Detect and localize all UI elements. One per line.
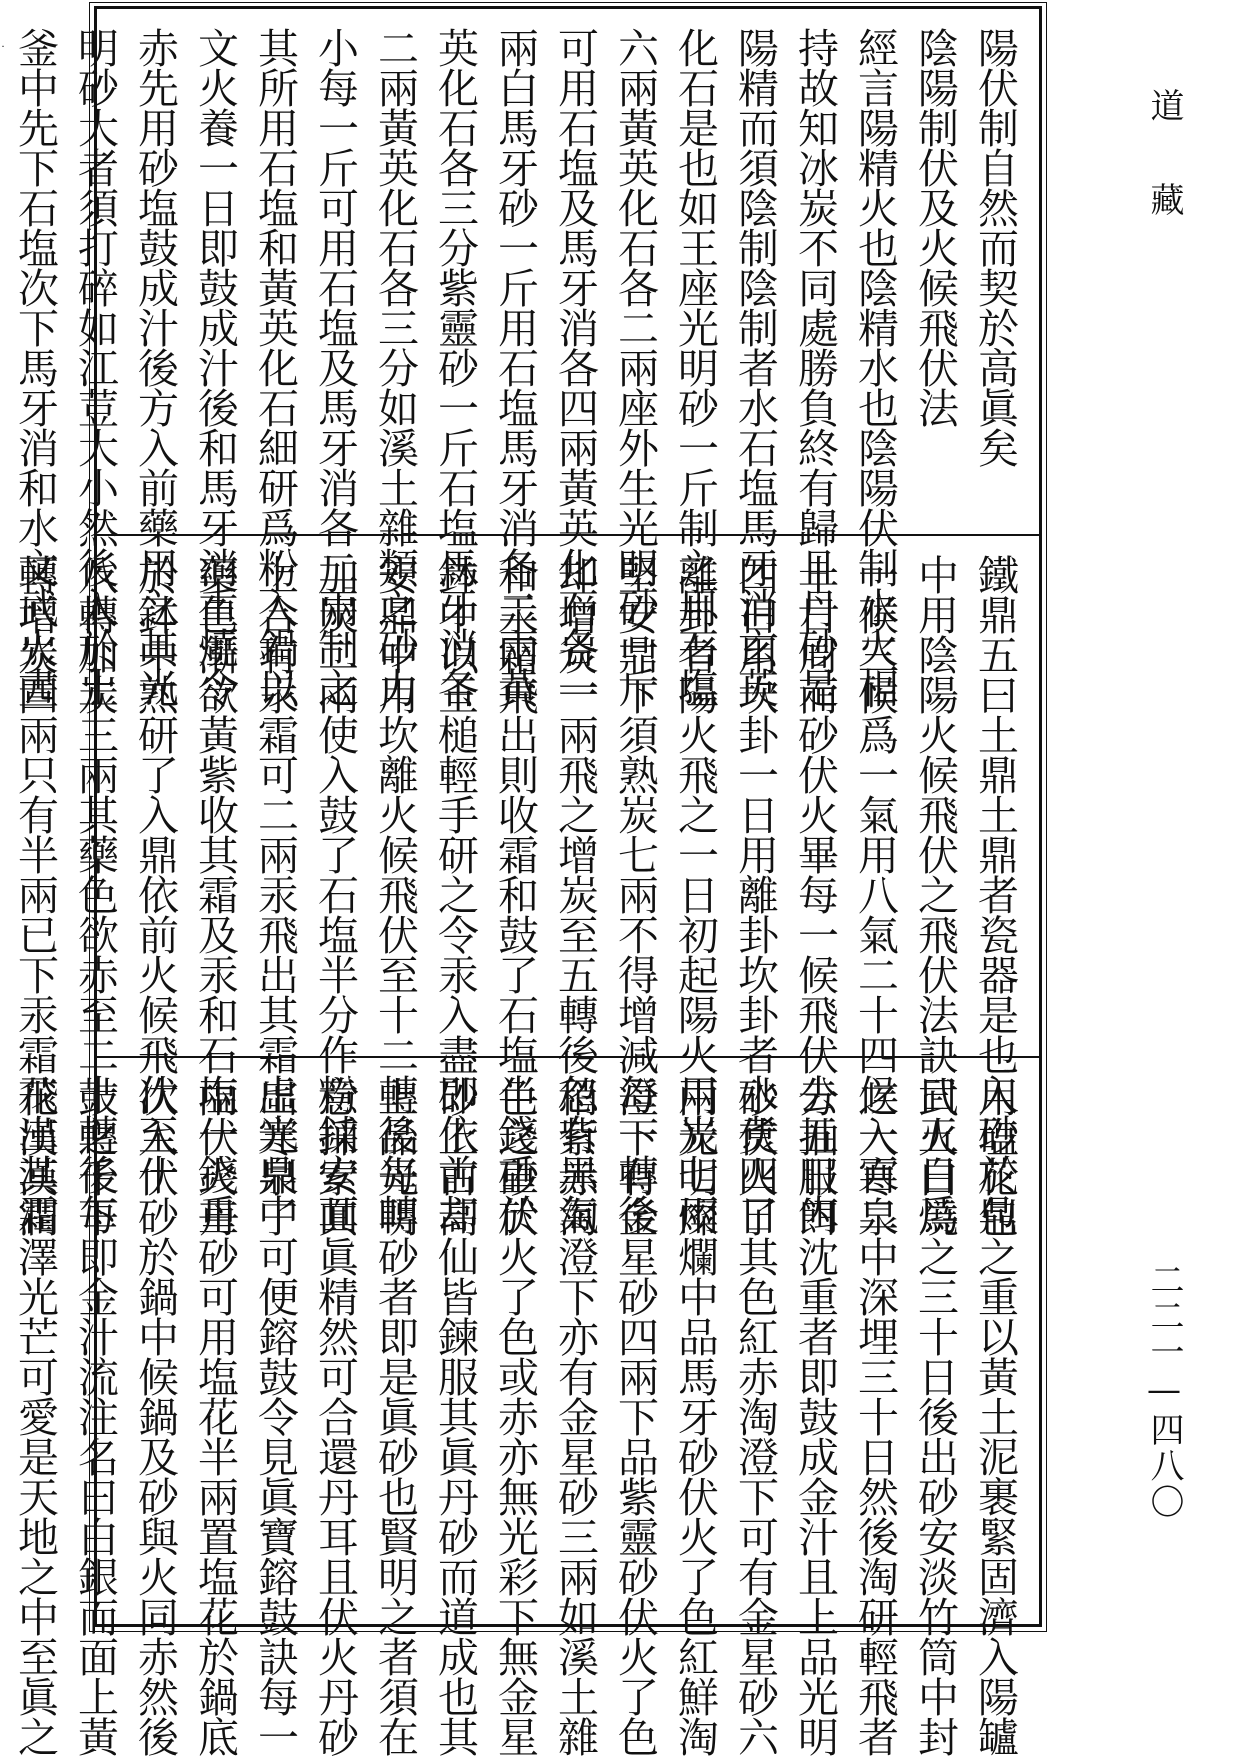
text-column: 中用陰陽火候飛伏之飛伏法訣曰五日爲 (911, 554, 959, 1234)
text-column: 分抽服餌沈重者即鼓成金汁且上品光明 (791, 1076, 839, 1756)
page-frame (11, 6, 1042, 1756)
text-column: 上品光明砂者即是眞砂也賢明之者須在 (371, 1076, 419, 1756)
text-column: 出寒泉了可便鎔鼓令見眞寶鎔鼓訣每一 (251, 1076, 299, 1756)
text-column: 英化石各三分紫靈砂一斤石塩馬牙消各 (431, 27, 479, 707)
text-column: 色之砂伏火了色或赤亦無光彩下無金星 (491, 1076, 539, 1756)
text-panel-lower (11, 1058, 1039, 1756)
text-column: 安鼎中用坎離火候飛伏至十二轉後每轉 (371, 554, 419, 1234)
column-group (11, 1076, 1025, 1756)
text-column: 兩伏火丹砂可用塩花半兩置塩花於鍋底 (191, 1076, 239, 1756)
text-column: 加炭二兩使入鼓了石塩半分作粉鋪安面 (311, 554, 359, 1234)
text-column: 離卦者陽火飛之一日初起陽火用炭七兩 (671, 554, 719, 1234)
text-column: 小每一斤可用石塩及馬牙消各二兩制之 (311, 27, 359, 707)
text-column: 持故知冰炭不同處勝負終有歸且丹砂是 (791, 27, 839, 707)
text-column: 六兩黃英化石各二兩座外生光明砂一斤 (611, 27, 659, 707)
text-column: 赤先用砂塩鼓成汁後方入前藥用之其光 (131, 27, 179, 707)
text-column: 二兩黃英化石各三分如溪土雜類之砂力 (371, 27, 419, 707)
text-column: 稍紫赤淘澄下亦有金星砂三兩如溪土雜 (551, 1076, 599, 1756)
text-column: 武火白燒之三十日後出砂安淡竹筒中封 (911, 1076, 959, 1756)
text-column: 四日用坎卦一日用離卦坎卦者水煑四日 (731, 554, 779, 1234)
text-column: 花漢漢潤澤光芒可愛是天地之中至眞之 (11, 1076, 59, 1756)
text-column: 堅安鼎下須熟炭七兩不得增減每一轉後 (611, 554, 659, 1234)
text-column: 明砂大者須打碎如江荳大小然後入於土 (71, 27, 119, 707)
text-column: 鼓之千下即金汁流注名曰白銀而面上黃 (71, 1076, 119, 1756)
text-column: 十日周而砂伏火畢每一候飛伏去五日内 (791, 554, 839, 1234)
text-column: 兩白馬牙砂一斤用石塩馬牙消各二兩黃 (491, 27, 539, 707)
text-column: 砂上古高仙皆鍊服其眞丹砂而道成也其 (431, 1076, 479, 1756)
text-column: 一候三候爲一氣用八氣二十四候一百二 (851, 554, 899, 1234)
text-column: 於鉢中熟研了入鼎依前火候飛伏至十 (131, 554, 179, 1194)
text-column: 釜中先下石塩次下馬牙消和水文武火晝 (11, 27, 59, 707)
text-panel-upper (11, 9, 1039, 707)
text-column: 八轉加炭三兩其藥色欲赤至二十轉後每 (71, 554, 119, 1234)
text-column: 砂伏火了其色紅赤淘澄下可有金星砂六 (731, 1076, 779, 1756)
text-column: 上合有汞霜可二兩汞飛出其霜虛光鼎中 (251, 554, 299, 1234)
text-column: 之入寒泉中深埋三十日然後淘研輕飛者 (851, 1076, 899, 1756)
text-column: 澄下有金星砂四兩下品紫靈砂伏火了色 (611, 1076, 659, 1756)
text-column: 其所用石塩和黃英化石細研爲粉入鍋以 (251, 27, 299, 707)
column-group (11, 554, 1025, 1234)
text-column: 經言陽精火也陰精水也陰陽伏制水火相 (851, 27, 899, 707)
text-column: 化石是也如王座光明砂一斤制之用石塩 (671, 27, 719, 707)
text-column: 意採索其眞精然可合還丹耳且伏火丹砂 (311, 1076, 359, 1756)
text-column: 次入伏砂於鍋中候鍋及砂與火同赤然後 (131, 1076, 179, 1756)
text-column: 文火養一日即鼓成汁後和馬牙消重燒令 (191, 27, 239, 707)
text-column: 可用石塩及馬牙消各四兩黃英化石各一 (551, 27, 599, 707)
text-column: 兩光明燦爛中品馬牙砂伏火了色紅鮮淘 (671, 1076, 719, 1756)
text-column: 陽精而須陰制陰制者水石塩馬牙消玄英 (731, 27, 779, 707)
collection-title: 道藏 (1144, 88, 1184, 276)
text-column: 藥色漸欲黃紫收其霜及汞和石塩一錢重 (191, 554, 239, 1234)
text-panel-middle (11, 536, 1039, 1234)
text-column: 和汞霜飛出則收霜和鼓了石塩半錢重於 (491, 554, 539, 1234)
text-column: 轉增炭四兩只有半兩已下汞霜飛出其霜 (11, 554, 59, 1234)
text-column: 陽伏制自然而契於高眞矣 (971, 27, 1019, 467)
text-column: 鐵鼎五曰土鼎土鼎者瓷器是也入砂於鼎 (971, 554, 1019, 1234)
text-column: 陰陽制伏及火候飛伏法 (911, 27, 959, 427)
page-number: 二二一—四八〇 (1144, 1262, 1184, 1520)
text-column: 鉢中以玉槌輕手研之令汞入盡即依前却 (431, 554, 479, 1234)
column-group (11, 27, 1025, 707)
text-column: 却增炭一兩飛之增炭至五轉後忽有黑氣 (551, 554, 599, 1234)
text-column: 用塩花包之重以黃土泥裹緊固濟入陽罏 (971, 1076, 1019, 1756)
scan-mark: ˙ (0, 44, 6, 58)
